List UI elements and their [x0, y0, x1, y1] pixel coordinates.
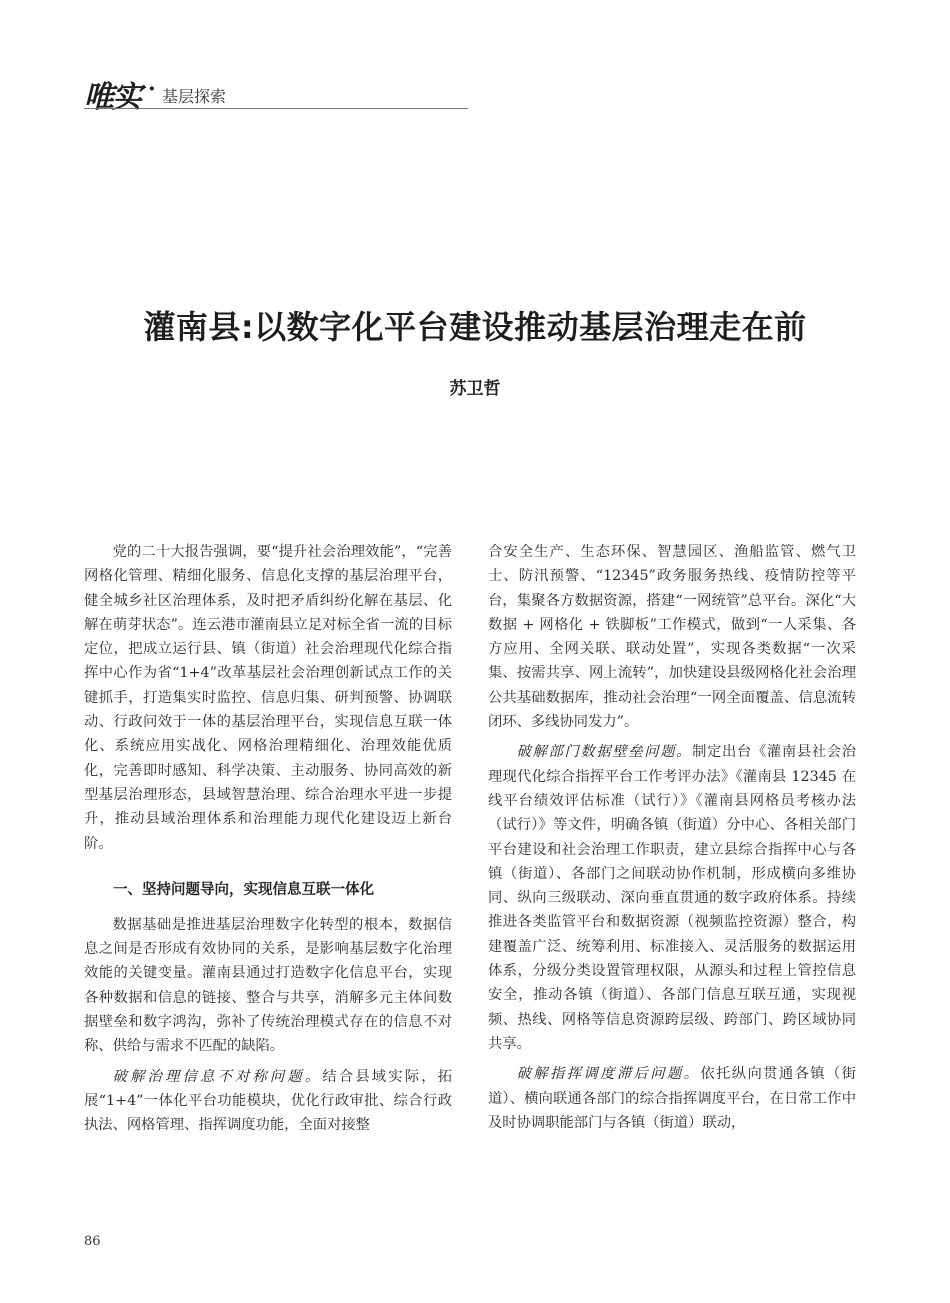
- subsection-1-text: 结合县域实际，拓展“1+4”一体化平台功能模块，优化行政审批、综合行政执法、网格管理、指挥调度功能，全面对接整: [84, 1068, 453, 1134]
- subsection-2-text: 制定出台《灌南县社会治理现代化综合指挥平台工作考评办法》《灌南县 12345 在线平台绩效评估标准（试行）》《灌南县网格员考核办法（试行）》等文件，明确各镇（街道）分中心、各相关部门平台建设和社会治理工作职责，建立县综合指挥中心与各镇（街道）、各部门之间联动协作机制，形成横向多维协同、纵向三级联动、深向垂直贯通的数字政府体系。持续推进各类监管平台和数据资源（视频监控资源）整合，构建覆盖广泛、统筹利用、标准接入、灵活服务的数据运用体系，分级分类设置管理权限，从源头和过程上管控信息安全，推动各镇（街道）、各部门信息互联互通，实现视频、热线、网格等信息资源跨层级、跨部门、跨区域协同共享。: [488, 744, 857, 1052]
- subsection-3-text: 依托纵向贯通各镇（街道）、横向联通各部门的综合指挥调度平台，在日常工作中及时协调职能部门与各镇（街道）联动，: [488, 1066, 857, 1131]
- subsection-2-paragraph: [488, 740, 856, 1056]
- article-author: 苏卫哲: [449, 379, 501, 399]
- continuation-paragraph: 合安全生产、生态环保、智慧园区、渔船监管、燃气卫士、防汛预警、“12345”政务服务热线、疫情防控等平台，集聚各方数据资源，搭建“一网统管”总平台。深化“大数据 + 网格化 + 铁脚板”工作模式，做到“一人采集、各方应用、全网关联、联动处置”，实现各类数据“一次采集、按需共享、网上流转”，加快建设县级网格化社会治理公共基础数据库，推动社会治理“一网全面覆盖、信息流转闭环、多线协同发力”。: [488, 544, 856, 731]
- subsection-3-lead: 破解指挥调度滞后问题。: [516, 1066, 701, 1083]
- section-name: 基层探索: [162, 87, 227, 106]
- subsection-3-paragraph: [488, 1062, 856, 1135]
- header-separator: ·: [148, 76, 156, 102]
- right-column: [488, 540, 856, 1135]
- page-number: 86: [84, 1234, 101, 1249]
- running-header: [84, 70, 468, 115]
- left-column: [84, 540, 452, 1138]
- section-heading: 一、坚持问题导向，实现信息互联一体化: [113, 881, 374, 898]
- subsection-1-lead: 破解治理信息不对称问题。: [112, 1068, 323, 1085]
- subsection-2-lead: 破解部门数据壁垒问题。: [516, 744, 693, 761]
- intro-paragraph: 党的二十大报告强调，要“提升社会治理效能”，“完善网格化管理、精细化服务、信息化支撑的基层治理平台，健全城乡社区治理体系，及时把矛盾纠纷化解在基层、化解在萌芽状态”。连云港市灌南县立足对标全省一流的目标定位，把成立运行县、镇（街道）社会治理现代化综合指挥中心作为省“1+4”改革基层社会治理创新试点工作的关键抓手，打造集实时监控、信息归集、研判预警、协调联动、行政问效于一体的基层治理平台，实现信息互联一体化、系统应用实战化、网格治理精细化、治理效能优质化，完善即时感知、科学决策、主动服务、协同高效的新型基层治理形态，县域智慧治理、综合治理水平进一步提升，推动县域治理体系和治理能力现代化建设迈上新台阶。: [84, 544, 452, 852]
- header-rule: [84, 108, 468, 109]
- section-paragraph: 数据基础是推进基层治理数字化转型的根本，数据信息之间是否形成有效协同的关系，是影响基层数字化治理效能的关键变量。灌南县通过打造数字化信息平台，实现各种数据和信息的链接、整合与共享，消解多元主体间数据壁垒和数字鸿沟，弥补了传统治理模式存在的信息不对称、供给与需求不匹配的缺陷。: [84, 916, 452, 1055]
- subsection-1-paragraph: [84, 1065, 452, 1138]
- article-title: 灌南县:以数字化平台建设推动基层治理走在前: [143, 308, 807, 346]
- journal-logo: 唯实: [84, 80, 140, 115]
